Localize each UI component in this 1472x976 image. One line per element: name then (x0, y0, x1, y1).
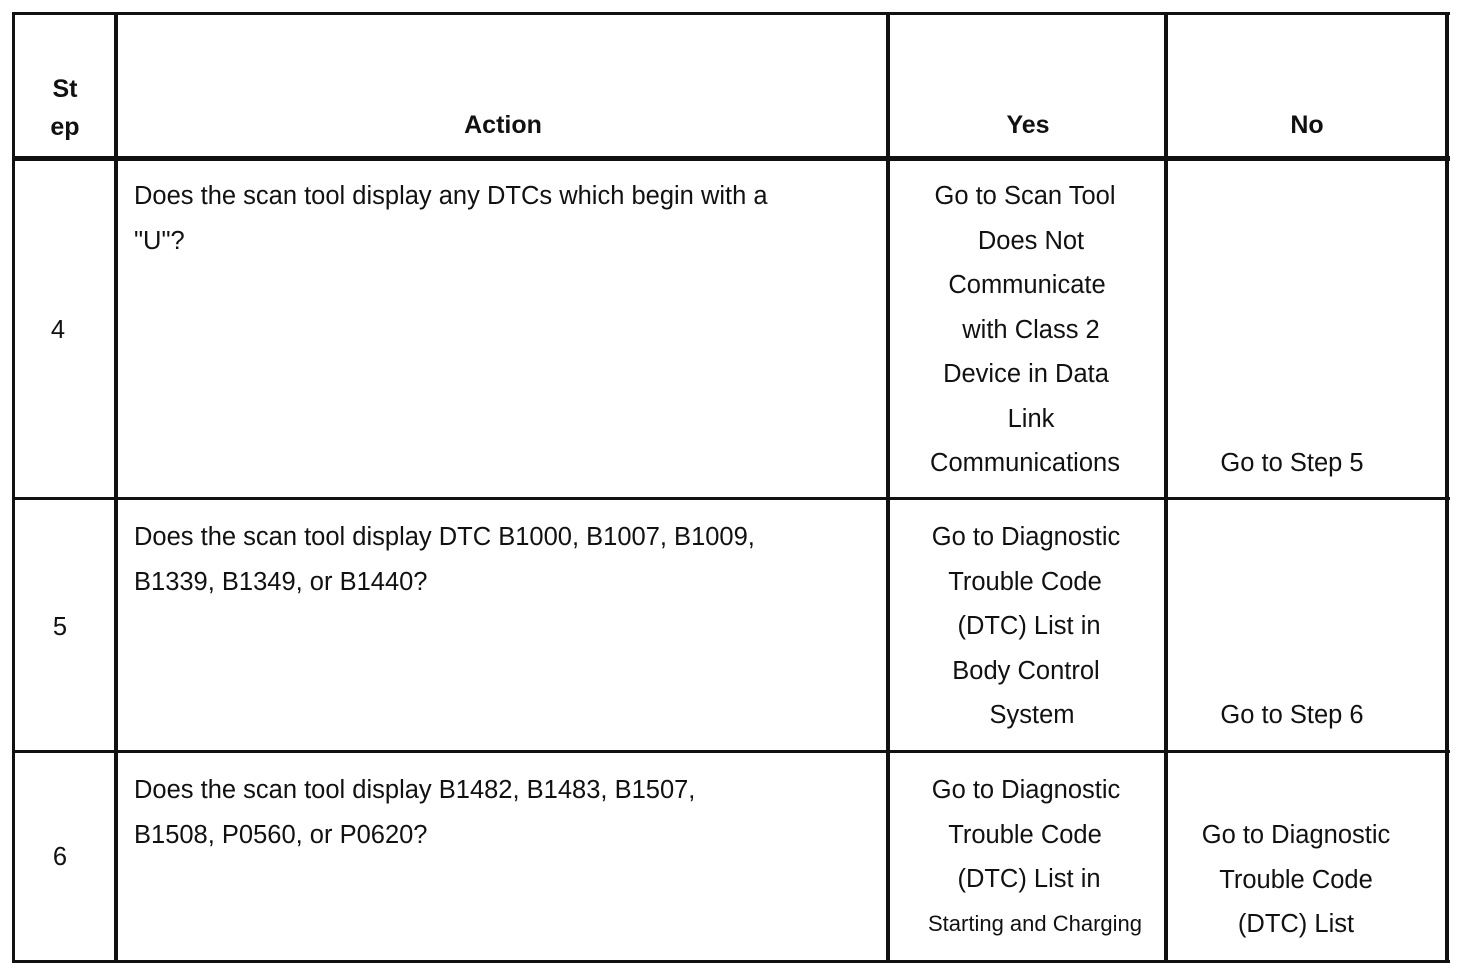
no-line: (DTC) List (1237, 910, 1355, 938)
step-number: 4 (50, 316, 66, 344)
step-column-divider (114, 12, 118, 963)
no-line: Go to Diagnostic (1201, 821, 1391, 849)
yes-line: Communications (930, 449, 1120, 477)
row-4-bottom-border (14, 497, 1450, 500)
yes-line: Communicate (948, 271, 1106, 299)
no-outcome (1168, 441, 1416, 486)
yes-line: Link (1007, 404, 1055, 433)
yes-line: with Class 2 (962, 315, 1100, 344)
step-number: 5 (52, 613, 68, 641)
yes-line: Go to Diagnostic (931, 776, 1121, 804)
step-header-line1: St (52, 75, 78, 103)
action-line: B1339, B1349, or B1440? (134, 567, 428, 596)
action-text (134, 174, 854, 263)
row-5-bottom-border (14, 750, 1450, 753)
action-line: "U"? (134, 226, 185, 255)
action-text (134, 768, 854, 857)
yes-line: Does Not (977, 226, 1085, 255)
row-6-bottom-border (14, 960, 1450, 963)
yes-outcome (890, 768, 1166, 946)
table-right-border (1445, 12, 1449, 963)
no-line: Go to Step 6 (1220, 701, 1364, 729)
no-outcome (1168, 693, 1416, 738)
yes-line: System (989, 701, 1075, 729)
step-number: 6 (52, 843, 68, 871)
yes-line: Body Control (952, 656, 1100, 685)
header-bottom-border (12, 156, 1450, 161)
yes-line: Trouble Code (948, 820, 1102, 849)
yes-header: Yes (1006, 111, 1050, 139)
step-header (14, 70, 116, 146)
action-line: Does the scan tool display B1482, B1483, B1507, (134, 776, 696, 804)
yes-line: Starting and Charging (927, 910, 1143, 936)
action-header: Action (464, 111, 542, 139)
action-line: Does the scan tool display any DTCs which begin with a (134, 182, 768, 210)
table-left-border (12, 12, 15, 963)
no-outcome (1172, 813, 1420, 947)
yes-line: (DTC) List in (957, 612, 1101, 640)
step-header-line2: ep (50, 113, 80, 141)
no-line: Go to Step 5 (1220, 449, 1364, 477)
yes-line: Device in Data (943, 360, 1109, 388)
yes-outcome (890, 174, 1166, 486)
yes-line: Trouble Code (948, 567, 1102, 596)
yes-line: Go to Scan Tool (934, 182, 1116, 210)
yes-line: Go to Diagnostic (931, 523, 1121, 551)
no-line: Trouble Code (1219, 865, 1373, 894)
yes-line: (DTC) List in (957, 865, 1101, 893)
action-line: Does the scan tool display DTC B1000, B1007, B1009, (134, 523, 755, 551)
action-text (134, 515, 854, 604)
table-top-border (12, 12, 1450, 15)
yes-outcome (890, 515, 1166, 738)
no-header: No (1290, 111, 1324, 139)
action-line: B1508, P0560, or P0620? (134, 820, 428, 849)
